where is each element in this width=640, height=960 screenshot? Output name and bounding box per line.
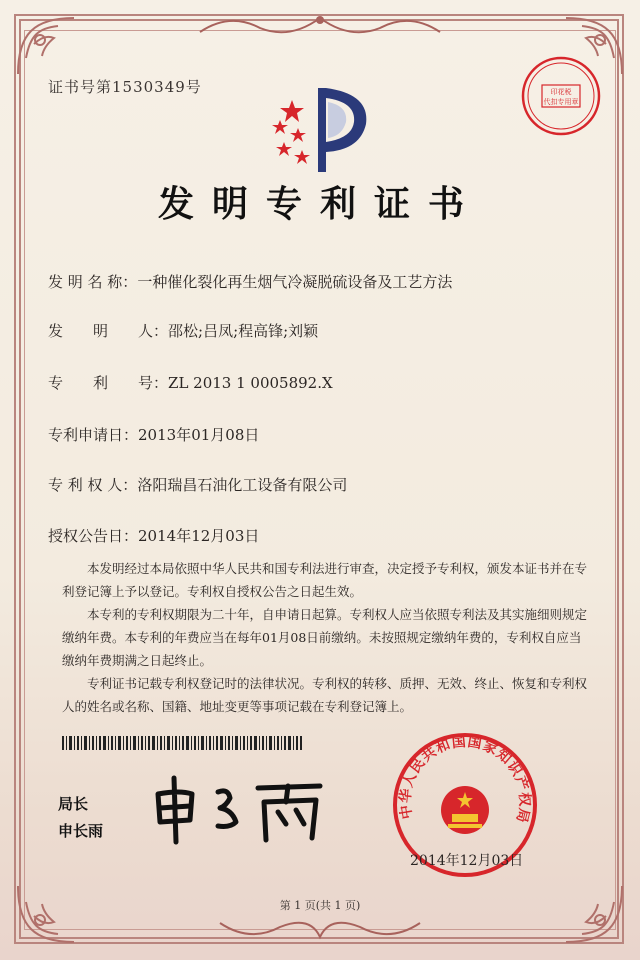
certificate-number: 证书号第1530349号 [48,78,202,96]
seal-date: 2014年12月03日 [410,853,524,869]
application-date-row [48,424,259,445]
top-center-ornament [190,10,450,40]
page-title: 发明专利证书 [157,183,482,225]
invention-name-label: 发 明 名 称： [48,273,138,291]
bottom-center-ornament [210,915,430,945]
svg-text:印花税: 印花税 [550,88,572,96]
patent-number-value: ZL 2013 1 0005892.X [168,374,333,392]
grant-date-label: 授权公告日： [48,527,139,545]
body-paragraph: 专利证书记载专利权登记时的法律状况。专利权的转移、质押、无效、终止、恢复和专利权人的姓名或名称、国籍、地址变更等事项记载在专利登记簿上。 [62,676,588,714]
svg-text:中华人民共和国国家知识产权局: 中华人民共和国国家知识产权局 [397,733,533,826]
invention-name-value: 一种催化裂化再生烟气冷凝脱硫设备及工艺方法 [137,273,453,291]
inventor-row [48,320,318,341]
patent-office-logo [262,80,382,175]
director-title-label: 局长 [58,795,89,813]
patentee-label: 专 利 权 人： [48,476,138,494]
corner-ornament-top-left [14,14,84,84]
patent-number-label: 专 利 号： [48,374,169,392]
page-footer: 第 1 页(共 1 页) [279,899,361,912]
barcode [62,736,302,750]
svg-text:代扣专用章: 代扣专用章 [543,98,579,106]
grant-date-row [48,525,259,546]
inventor-label: 发 明 人： [48,322,169,340]
director-name-label: 申长雨 [58,822,104,840]
patentee-row [48,474,347,495]
grant-date-value: 2014年12月03日 [138,527,260,545]
invention-name-row [48,271,452,292]
application-date-label: 专利申请日： [48,426,139,444]
patentee-value: 洛阳瑞昌石油化工设备有限公司 [137,476,348,494]
tax-stamp-seal [520,55,602,137]
body-paragraph: 本发明经过本局依照中华人民共和国专利法进行审查，决定授予专利权，颁发本证书并在专利登记簿上予以登记。专利权自授权公告之日起生效。 [62,561,588,599]
body-paragraph: 本专利的专利权期限为二十年，自申请日起算。专利权人应当依照专利法及其实施细则规定缴纳年费。本专利的年费应当在每年01月08日前缴纳。未按照规定缴纳年费的，专利权自应当缴纳年费期满之日起终止。 [62,607,588,668]
certificate-body-text [62,557,592,718]
patent-number-row [48,372,333,393]
handwritten-signature [140,772,340,847]
inventor-value: 邵松;吕凤;程高锋;刘颖 [168,322,319,340]
application-date-value: 2013年01月08日 [138,426,260,444]
